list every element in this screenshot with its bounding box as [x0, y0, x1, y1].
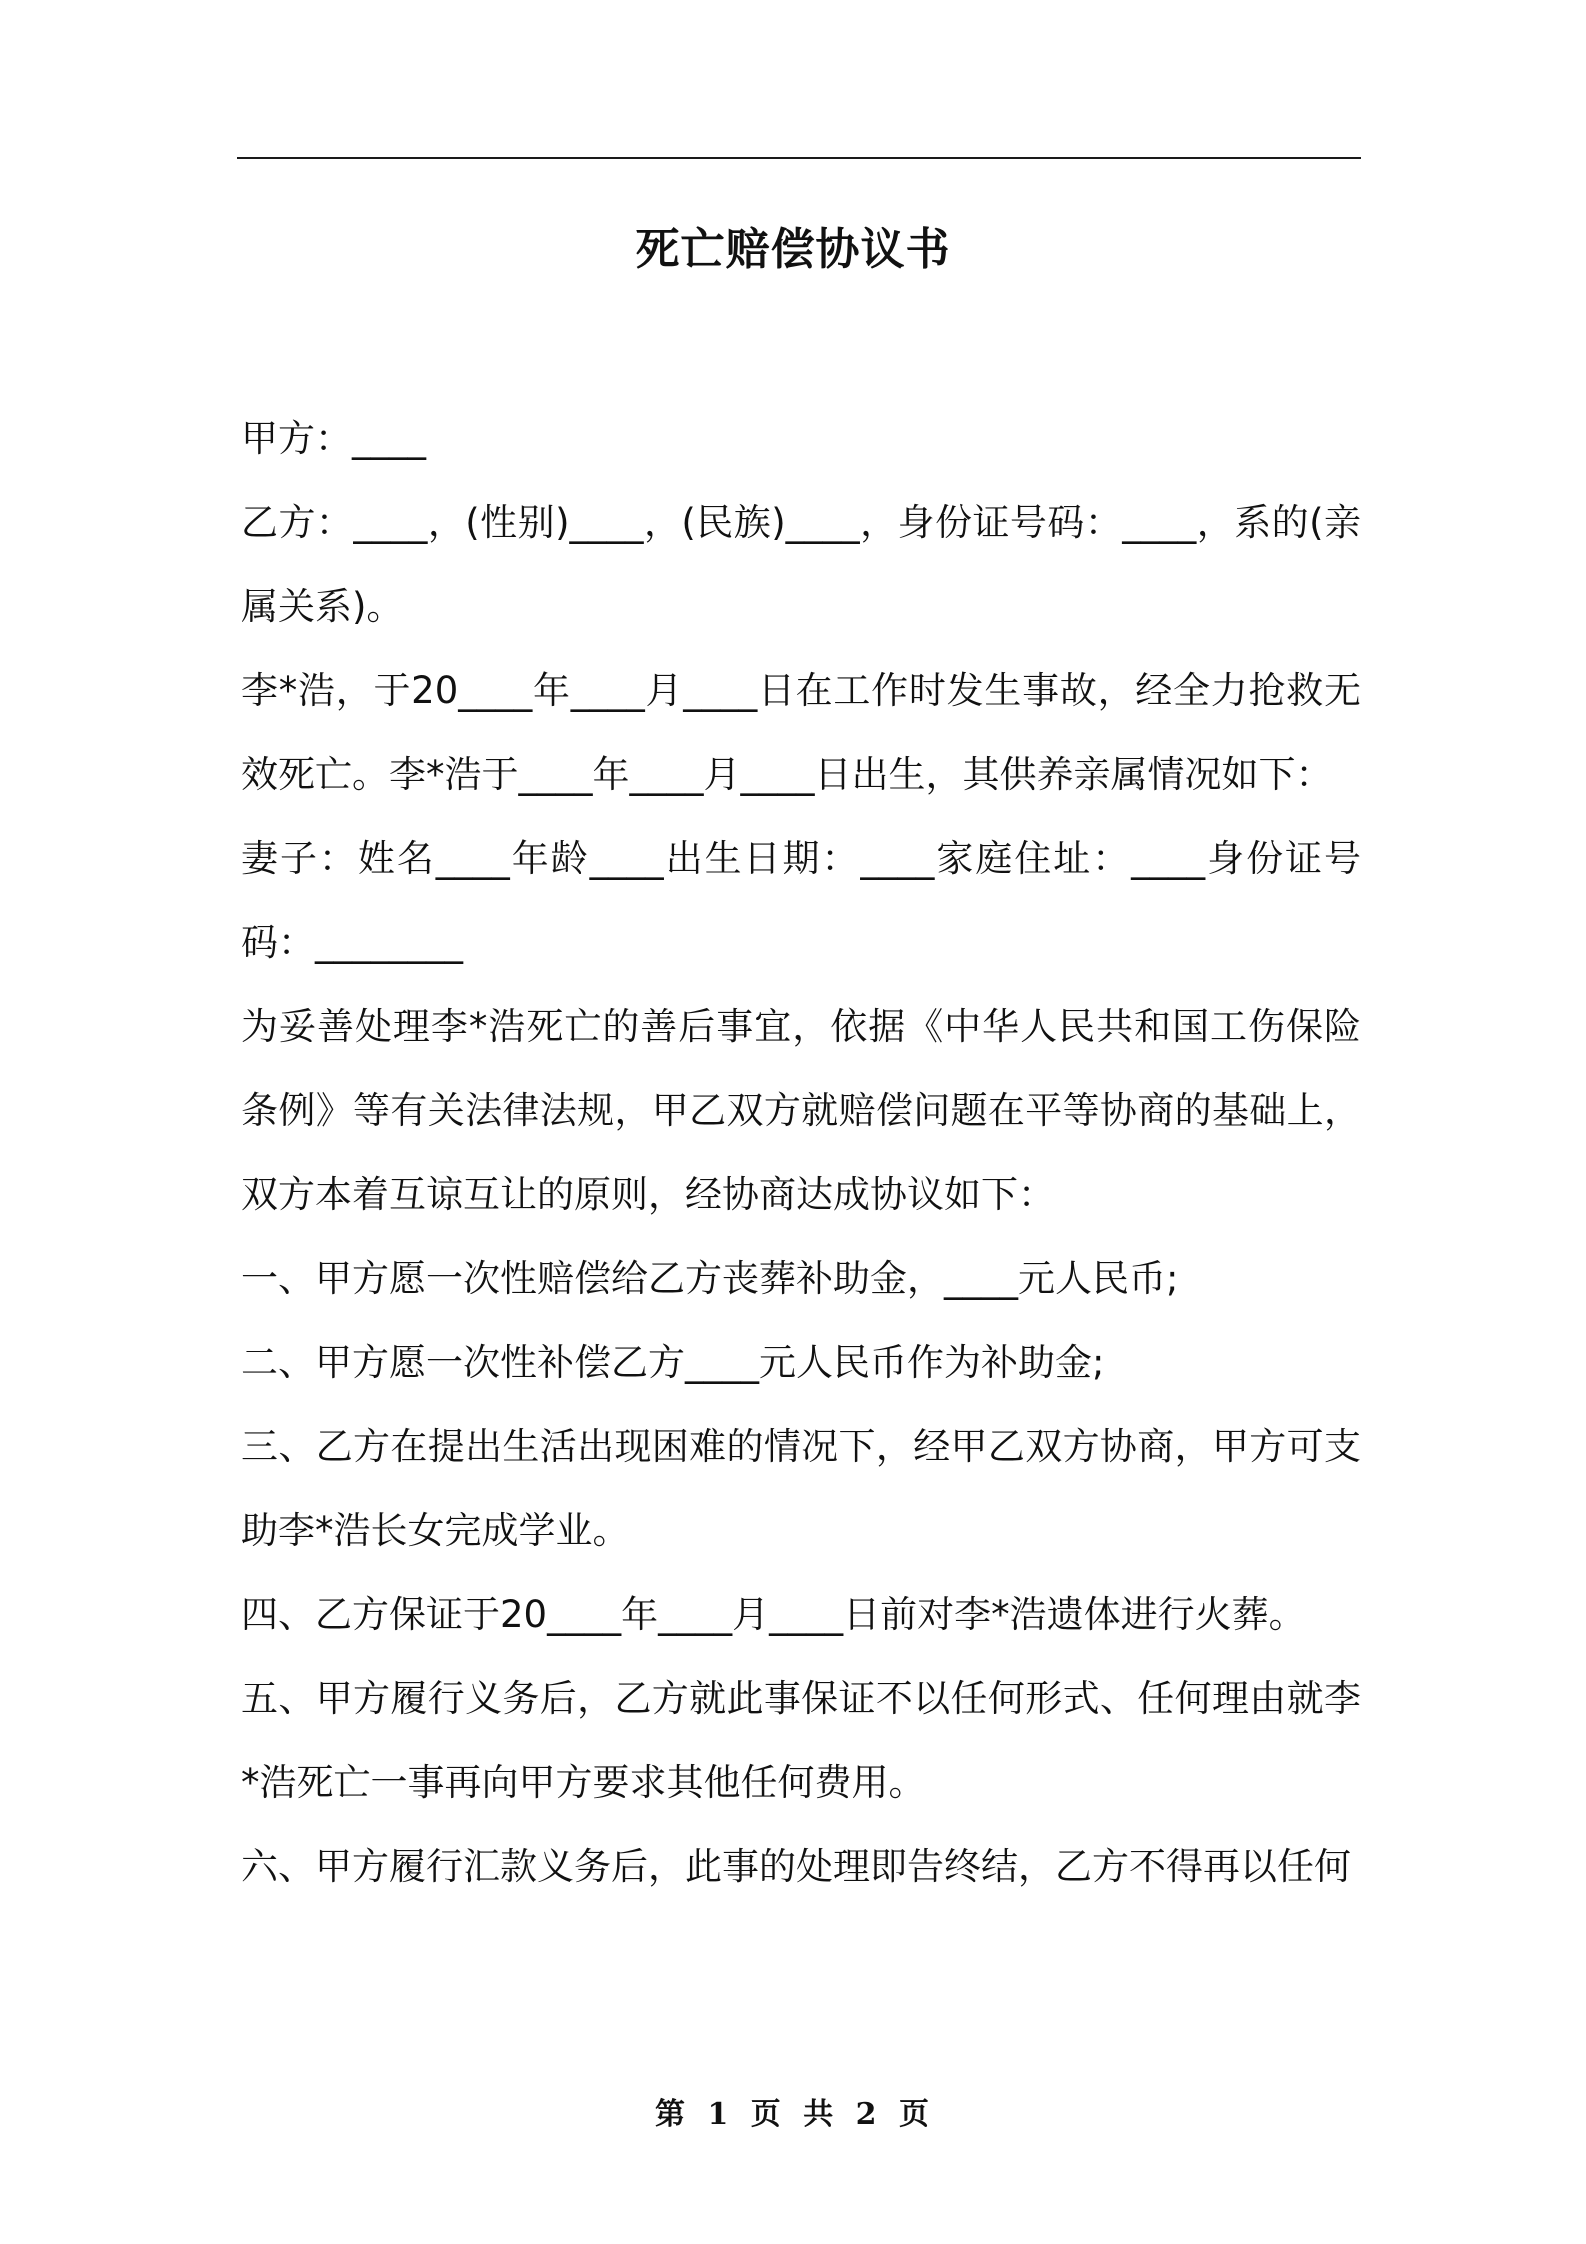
preamble-paragraph: 为妥善处理李*浩死亡的善后事宜，依据《中华人民共和国工伤保险条例》等有关法律法规，甲乙双方就赔偿问题在平等协商的基础上，双方本着互谅互让的原则，经协商达成协议如下：	[241, 1005, 1361, 1216]
incident-paragraph: 李*浩，于20____年____月____日在工作时发生事故，经全力抢救无效死亡。李*浩于____年____月____日出生，其供养亲属情况如下：	[241, 669, 1361, 796]
spouse-info-paragraph: 妻子：姓名____年龄____出生日期：____家庭住址：____身份证号码：________	[241, 837, 1361, 964]
clause-2: 二、甲方愿一次性补偿乙方____元人民币作为补助金;	[241, 1341, 1105, 1384]
party-b-line: 乙方：____，(性别)____，(民族)____，身份证号码：____，系的(亲属关系)。	[241, 501, 1361, 628]
clause-5: 五、甲方履行义务后，乙方就此事保证不以任何形式、任何理由就李*浩死亡一事再向甲方要求其他任何费用。	[241, 1677, 1361, 1804]
clause-4: 四、乙方保证于20____年____月____日前对李*浩遗体进行火葬。	[241, 1593, 1306, 1636]
document-body	[241, 397, 1361, 1909]
clause-3: 三、乙方在提出生活出现困难的情况下，经甲乙双方协商，甲方可支助李*浩长女完成学业。	[241, 1425, 1361, 1552]
document-title: 死亡赔偿协议书	[635, 224, 951, 275]
page-number-footer: 第 1 页 共 2 页	[655, 2097, 931, 2132]
clause-6: 六、甲方履行汇款义务后，此事的处理即告终结，乙方不得再以任何	[241, 1845, 1351, 1888]
clause-1: 一、甲方愿一次性赔偿给乙方丧葬补助金，____元人民币;	[241, 1257, 1179, 1300]
party-a-line: 甲方：____	[241, 417, 426, 460]
header-rule	[237, 157, 1361, 159]
